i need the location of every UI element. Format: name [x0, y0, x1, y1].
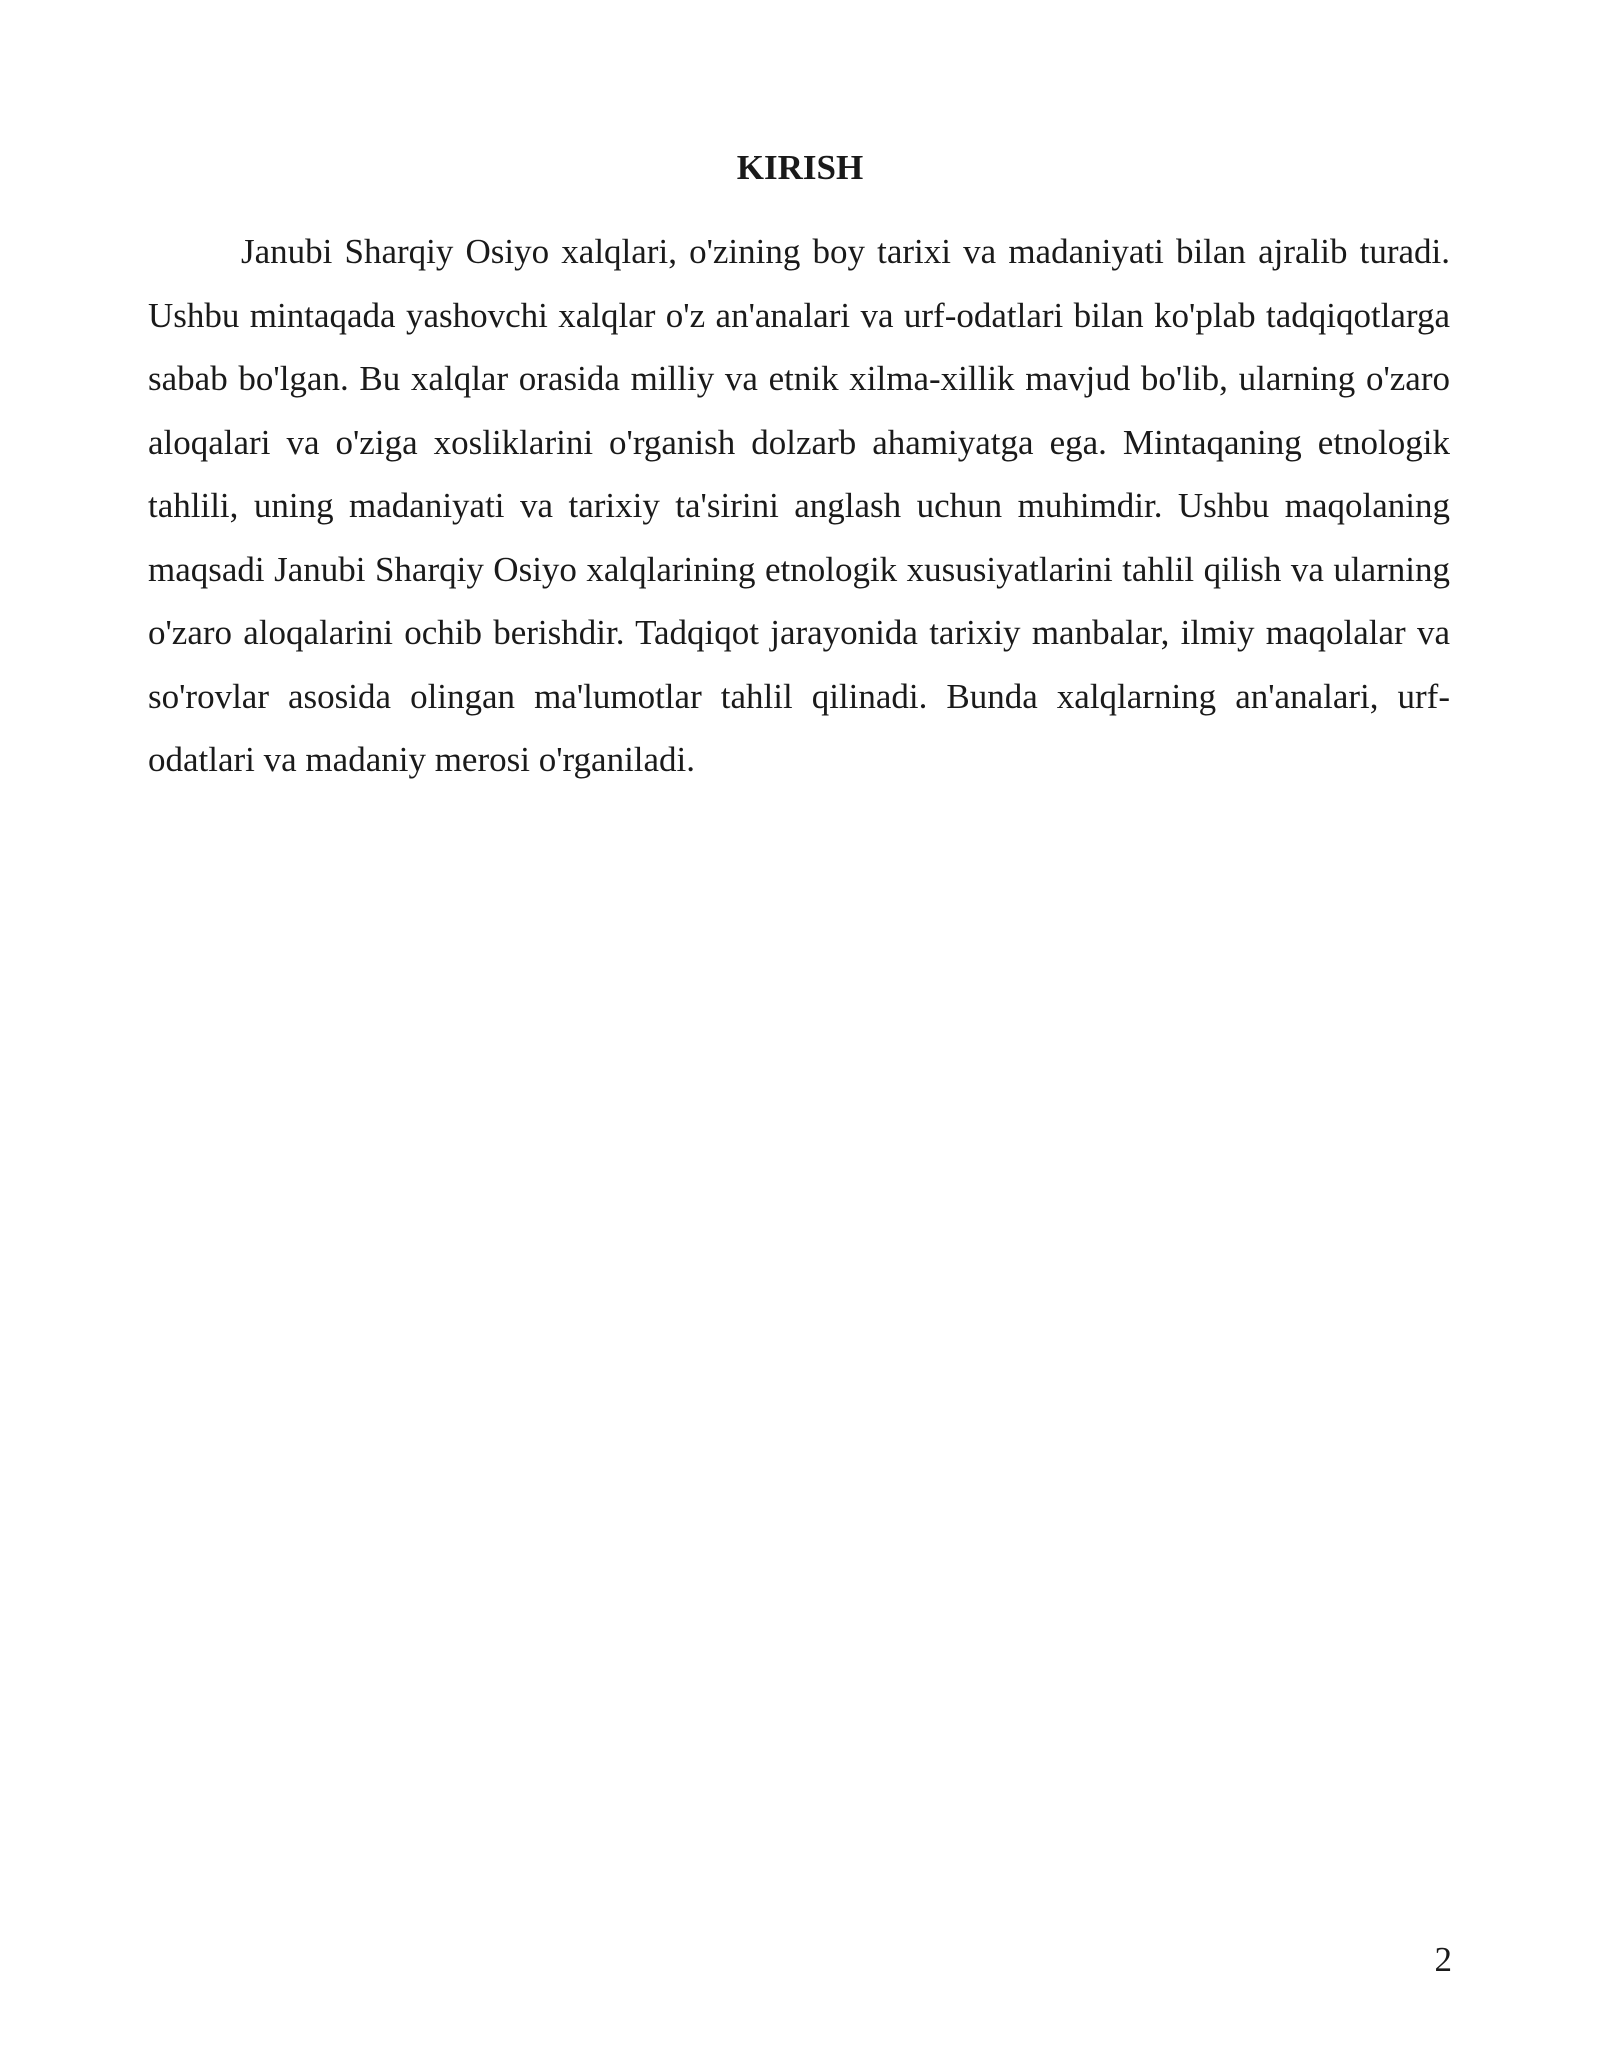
page-number: 2 [1434, 1940, 1452, 1979]
section-heading: KIRISH [736, 148, 864, 187]
body-paragraph: Janubi Sharqiy Osiyo xalqlari, o'zining boy tarixi va madaniyati bilan ajralib turadi. Ushbu mintaqada yashovchi xalqlar o'z an'analari va urf-odatlari bilan ko'plab tadqiqotlarga sabab bo'lgan. Bu xalqlar orasida milliy va etnik xilma-xillik mavjud bo'lib, ularning o'zaro aloqalari va o'ziga xosliklarini o'rganish dolzarb ahamiyatga ega. Mintaqaning etnologik tahlili, uning madaniyati va tarixiy ta'sirini anglash uchun muhimdir. Ushbu maqolaning maqsadi Janubi Sharqiy Osiyo xalqlarining etnologik xususiyatlarini tahlil qilish va ularning o'zaro aloqalarini ochib berishdir. Tadqiqot jarayonida tarixiy manbalar, ilmiy maqolalar va so'rovlar asosida olingan ma'lumotlar tahlil qilinadi. Bunda xalqlarning an'analari, urf-odatlari va madaniy merosi o'rganiladi. [148, 232, 1450, 779]
